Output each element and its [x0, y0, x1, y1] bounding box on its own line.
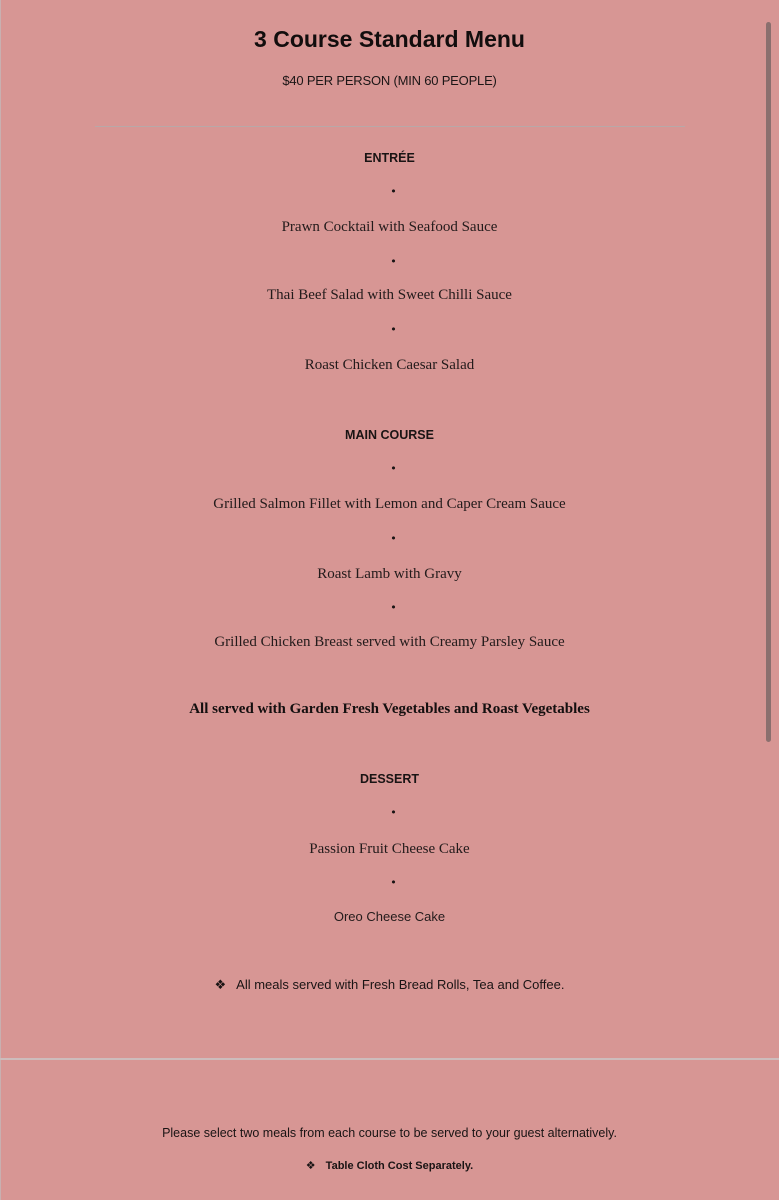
main-course-item: Grilled Salmon Fillet with Lemon and Caper Cream Sauce	[213, 496, 566, 512]
scrollbar[interactable]	[766, 22, 771, 742]
page-border	[0, 0, 1, 1200]
bullet-icon: •	[390, 255, 397, 268]
bullet-icon: •	[390, 806, 397, 819]
main-course-item: Roast Lamb with Gravy	[317, 566, 462, 582]
bullet-icon: •	[390, 876, 397, 889]
diamond-bullet-icon: ❖	[214, 978, 227, 993]
dessert-item: Oreo Cheese Cake	[333, 909, 446, 924]
menu-price: $40 PER PERSON (MIN 60 PEOPLE)	[282, 73, 497, 88]
bullet-icon: •	[390, 601, 397, 614]
bullet-icon: •	[390, 462, 397, 475]
bullet-icon: •	[390, 532, 397, 545]
dessert-heading: DESSERT	[359, 772, 420, 786]
diamond-bullet-icon: ❖	[305, 1159, 316, 1172]
menu-title: 3 Course Standard Menu	[254, 26, 525, 52]
entree-item: Prawn Cocktail with Seafood Sauce	[281, 219, 498, 235]
entree-heading: ENTRÉE	[364, 151, 415, 165]
main-course-item: Grilled Chicken Breast served with Creamy Parsley Sauce	[214, 634, 565, 650]
entree-item: Roast Chicken Caesar Salad	[304, 357, 475, 373]
vegetables-note: All served with Garden Fresh Vegetables and Roast Vegetables	[189, 701, 590, 717]
bullet-icon: •	[390, 185, 397, 198]
bullet-icon: •	[390, 323, 397, 336]
main-course-heading: MAIN COURSE	[345, 428, 434, 442]
extras-note: All meals served with Fresh Bread Rolls, Tea and Coffee.	[236, 977, 565, 992]
divider	[95, 126, 685, 127]
footer-divider	[0, 1058, 779, 1060]
extras-note-line	[0, 977, 779, 993]
entree-item: Thai Beef Salad with Sweet Chilli Sauce	[267, 287, 512, 303]
dessert-item: Passion Fruit Cheese Cake	[309, 841, 470, 857]
selection-instructions: Please select two meals from each course to be served to your guest alternatively.	[162, 1126, 617, 1140]
table-cloth-note-line	[0, 1159, 779, 1172]
table-cloth-note: Table Cloth Cost Separately.	[325, 1160, 474, 1172]
